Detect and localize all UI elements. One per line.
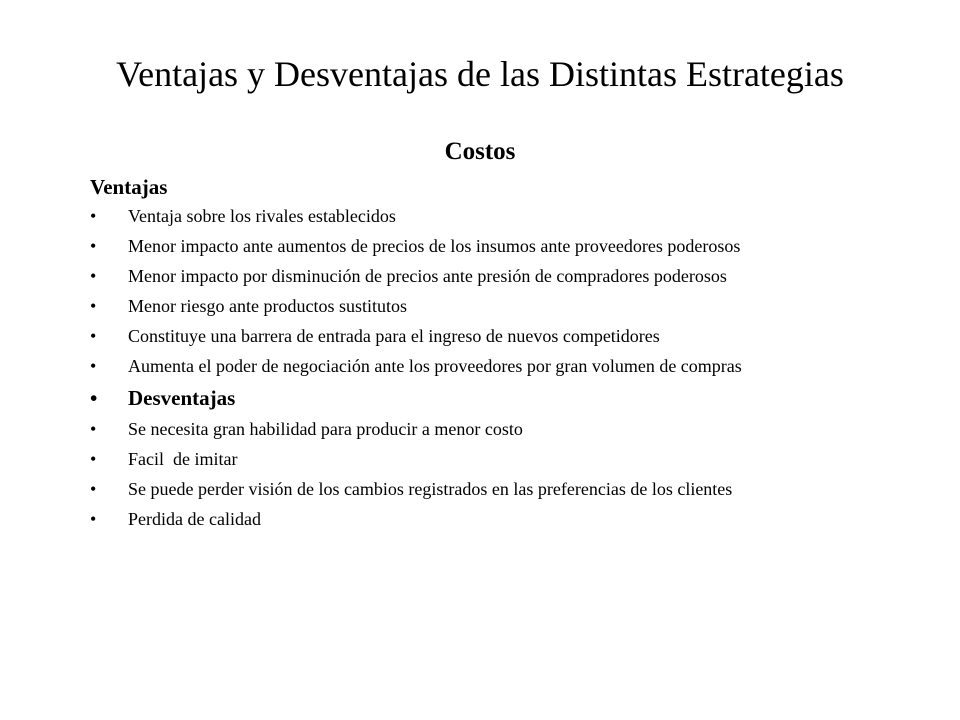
list-item-text: Menor impacto ante aumentos de precios de los insumos ante proveedores poderosos [128, 236, 741, 256]
list-item-ventaja-5 [90, 326, 870, 347]
bullet-icon: • [90, 386, 98, 410]
list-item-text: Ventaja sobre los rivales establecidos [128, 206, 396, 226]
list-item-ventaja-6 [90, 356, 870, 377]
list-item-desventaja-3 [90, 479, 870, 500]
bullet-icon: • [90, 479, 97, 499]
bullet-icon: • [90, 296, 97, 316]
list-item-desventaja-4 [90, 509, 870, 530]
list-item-text: Menor impacto por disminución de precios ante presión de compradores poderosos [128, 266, 727, 286]
bullet-icon: • [90, 266, 97, 286]
slide-title: Ventajas y Desventajas de las Distintas Estrategias [116, 54, 844, 94]
list-item-text: Se puede perder visión de los cambios registrados en las preferencias de los clientes [128, 479, 733, 499]
list-item-desventaja-2 [90, 449, 870, 470]
list-item-text: Perdida de calidad [128, 509, 261, 529]
list-item-ventaja-2 [90, 236, 870, 257]
slide-subtitle: Costos [444, 138, 516, 165]
list-item-ventaja-1 [90, 206, 870, 227]
bullet-icon: • [90, 356, 97, 376]
list-item-ventaja-4 [90, 296, 870, 317]
list-item-text: Menor riesgo ante productos sustitutos [128, 296, 407, 316]
bullet-icon: • [90, 449, 97, 469]
list-item-text: Facil de imitar [128, 449, 238, 469]
bullet-icon: • [90, 236, 97, 256]
list-item-text: Constituye una barrera de entrada para el ingreso de nuevos competidores [128, 326, 660, 346]
bullet-icon: • [90, 206, 97, 226]
list-item-text: Aumenta el poder de negociación ante los proveedores por gran volumen de compras [128, 356, 742, 376]
desventajas-heading [90, 386, 870, 410]
ventajas-heading: Ventajas [90, 175, 168, 199]
bullet-icon: • [90, 419, 97, 439]
list-item-text: Se necesita gran habilidad para producir a menor costo [128, 419, 523, 439]
desventajas-heading-text: Desventajas [128, 386, 236, 410]
bullet-icon: • [90, 326, 97, 346]
list-item-desventaja-1 [90, 419, 870, 440]
list-item-ventaja-3 [90, 266, 870, 287]
bullet-icon: • [90, 509, 97, 529]
bullet-list [90, 206, 870, 539]
